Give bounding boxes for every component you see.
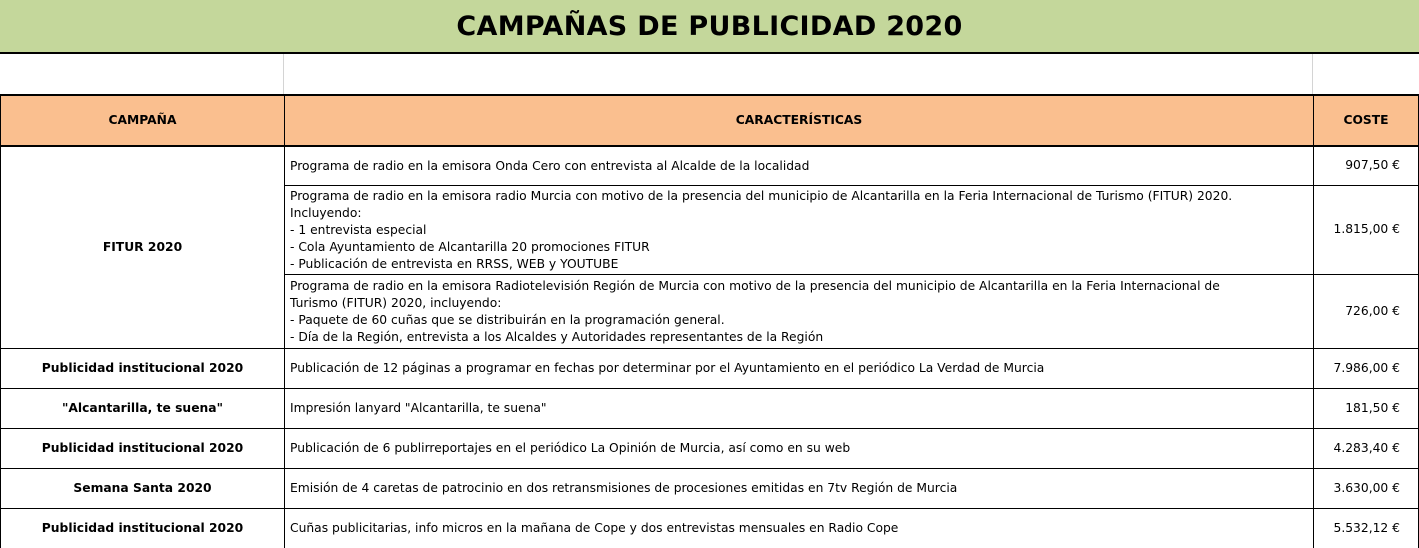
cost-cell[interactable]: 4.283,40 € [1314,428,1419,468]
header-cost[interactable]: COSTE [1314,95,1419,146]
description-cell[interactable]: Impresión lanyard "Alcantarilla, te suena" [285,388,1314,428]
cost-cell[interactable]: 3.630,00 € [1314,468,1419,508]
header-campaign[interactable]: CAMPAÑA [1,95,285,146]
campaign-cell[interactable]: Publicidad institucional 2020 [1,348,285,388]
table-row [1,348,1419,388]
description-cell[interactable]: Cuñas publicitarias, info micros en la mañana de Cope y dos entrevistas mensuales en Radio Cope [285,508,1314,548]
description-line: - Publicación de entrevista en RRSS, WEB y YOUTUBE [290,256,619,271]
campaign-cell[interactable]: Publicidad institucional 2020 [1,508,285,548]
description-line: - Día de la Región, entrevista a los Alcaldes y Autoridades representantes de la Región [290,329,824,344]
table-row [1,388,1419,428]
blank-cell[interactable] [0,54,284,94]
cost-cell[interactable]: 1.815,00 € [1314,185,1419,274]
campaigns-table [0,94,1419,548]
page-title: CAMPAÑAS DE PUBLICIDAD 2020 [0,0,1419,54]
blank-row [0,54,1419,94]
campaign-cell[interactable]: "Alcantarilla, te suena" [1,388,285,428]
table-row [1,508,1419,548]
table-row [1,428,1419,468]
description-line: - Paquete de 60 cuñas que se distribuirán en la programación general. [290,312,725,327]
description-line: Programa de radio en la emisora Onda Cero con entrevista al Alcalde de la localidad [290,158,810,173]
description-cell[interactable] [285,274,1314,348]
cost-cell[interactable]: 726,00 € [1314,274,1419,348]
description-cell[interactable]: Publicación de 12 páginas a programar en fechas por determinar por el Ayuntamiento en el periódico La Verdad de Murcia [285,348,1314,388]
campaign-cell[interactable]: Publicidad institucional 2020 [1,428,285,468]
cost-cell[interactable]: 5.532,12 € [1314,508,1419,548]
cost-cell[interactable]: 181,50 € [1314,388,1419,428]
table-row [1,468,1419,508]
description-line: Turismo (FITUR) 2020, incluyendo: [290,295,502,310]
campaign-cell[interactable]: FITUR 2020 [1,146,285,348]
blank-cell[interactable] [284,54,1313,94]
cost-cell[interactable]: 7.986,00 € [1314,348,1419,388]
header-characteristics[interactable]: CARACTERÍSTICAS [285,95,1314,146]
table-row [1,146,1419,185]
description-line: Programa de radio en la emisora radio Murcia con motivo de la presencia del municipio de Alcantarilla en la Feria Internacional de Turismo (FITUR) 2020. [290,188,1233,203]
description-line: Incluyendo: [290,205,362,220]
campaign-cell[interactable]: Semana Santa 2020 [1,468,285,508]
description-cell[interactable]: Emisión de 4 caretas de patrocinio en dos retransmisiones de procesiones emitidas en 7tv Región de Murcia [285,468,1314,508]
table-header-row [1,95,1419,146]
description-line: - Cola Ayuntamiento de Alcantarilla 20 promociones FITUR [290,239,650,254]
description-cell[interactable] [285,185,1314,274]
description-cell[interactable] [285,146,1314,185]
description-line: - 1 entrevista especial [290,222,427,237]
description-cell[interactable]: Publicación de 6 publirreportajes en el periódico La Opinión de Murcia, así como en su web [285,428,1314,468]
cost-cell[interactable]: 907,50 € [1314,146,1419,185]
description-line: Programa de radio en la emisora Radiotelevisión Región de Murcia con motivo de la presencia del municipio de Alcantarilla en la Feria Internacional de [290,278,1220,293]
